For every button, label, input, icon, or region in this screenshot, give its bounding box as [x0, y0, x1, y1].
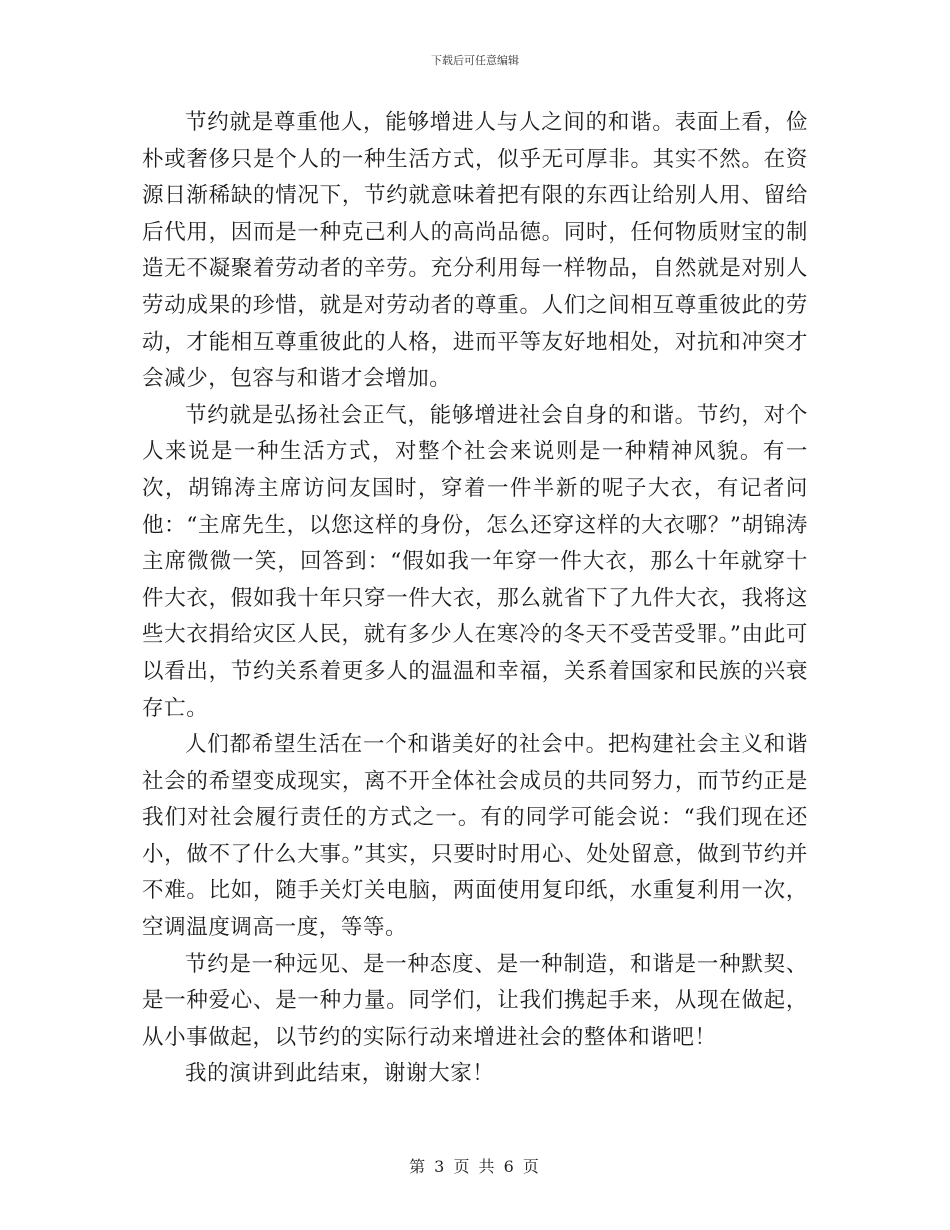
page-number-footer: 第 3 页 共 6 页	[409, 1157, 541, 1176]
paragraph-harmonious-society: 人们都希望生活在一个和谐美好的社会中。把构建社会主义和谐社会的希望变成现实，离不开全体社会成员的共同努力，而节约正是我们对社会履行责任的方式之一。有的同学可能会说：“我们现在还小，做不了什么大事。”其实，只要时时用心、处处留意，做到节约并不难。比如，随手关灯关电脑，两面使用复印纸，水重复利用一次，空调温度调高一度，等等。	[142, 732, 808, 941]
page-header: 下载后可任意编辑	[431, 54, 519, 67]
paragraph-closing: 我的演讲到此结束，谢谢大家！	[185, 1061, 495, 1087]
paragraph-call-to-action: 节约是一种远见、是一种态度、是一种制造，和谐是一种默契、是一种爱心、是一种力量。同学们，让我们携起手来，从现在做起，从小事做起，以节约的实际行动来增进社会的整体和谐吧！	[142, 951, 808, 1050]
paragraph-social-ethos: 节约就是弘扬社会正气，能够增进社会自身的和谐。节约，对个人来说是一种生活方式，对整个社会来说则是一种精神风貌。有一次，胡锦涛主席访问友国时，穿着一件半新的呢子大衣，有记者问他：“主席先生，以您这样的身份，怎么还穿这样的大衣哪？”胡锦涛主席微微一笑，回答到：“假如我一年穿一件大衣，那么十年就穿十件大衣，假如我十年只穿一件大衣，那么就省下了九件大衣，我将这些大衣捐给灾区人民，就有多少人在寒冷的冬天不受苦受罪。”由此可以看出，节约关系着更多人的温温和幸福，关系着国家和民族的兴衰存亡。	[142, 402, 808, 721]
paragraph-respect-others: 节约就是尊重他人，能够增进人与人之间的和谐。表面上看，俭朴或奢侈只是个人的一种生活方式，似乎无可厚非。其实不然。在资源日渐稀缺的情况下，节约就意味着把有限的东西让给别人用、留给后代用，因而是一种克己利人的高尚品德。同时，任何物质财宝的制造无不凝聚着劳动者的辛劳。充分利用每一样物品，自然就是对别人劳动成果的珍惜，就是对劳动者的尊重。人们之间相互尊重彼此的劳动，才能相互尊重彼此的人格，进而平等友好地相处，对抗和冲突才会减少，包容与和谐才会增加。	[142, 110, 808, 392]
document-body	[142, 105, 808, 1093]
